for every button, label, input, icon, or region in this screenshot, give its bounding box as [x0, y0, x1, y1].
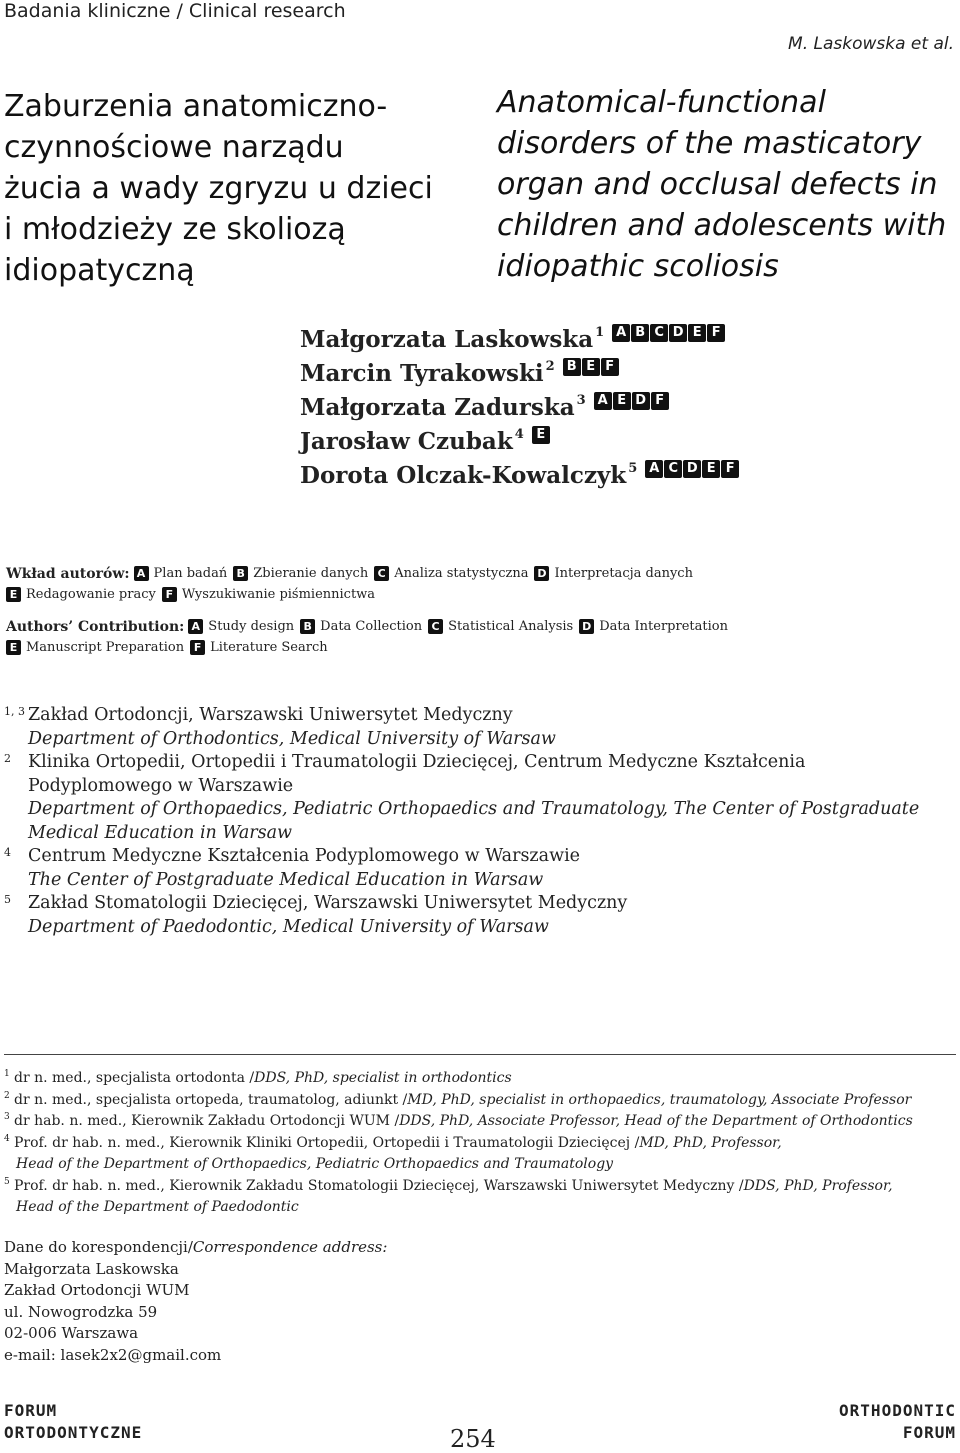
role-badge-d: D: [579, 619, 594, 634]
footnote-text-english: MD, PhD, Professor,: [639, 1134, 782, 1151]
footnote-text-english: DDS, PhD, specialist in orthodontics: [254, 1070, 512, 1086]
role-badges: [612, 324, 725, 342]
affiliation-number: [4, 822, 28, 846]
role-badge-e: E: [613, 392, 631, 410]
role-badge-d: D: [683, 460, 701, 478]
contribution-pl: [6, 563, 699, 605]
affiliation-line: [4, 798, 960, 822]
title-en-line: idiopathic scoliosis: [497, 249, 779, 284]
role-badge-c: C: [428, 619, 443, 634]
footnote-line: [4, 1111, 960, 1133]
author-affiliation-number: 1: [595, 324, 605, 340]
role-badge-e: E: [6, 640, 21, 655]
role-badge-f: F: [190, 640, 205, 655]
contribution-label: Analiza statystyczna: [394, 566, 529, 581]
contribution-line: [6, 637, 734, 658]
footnote-text-english: DDS, PhD, Associate Professor, Head of the Department of Orthodontics: [399, 1113, 913, 1129]
correspondence-email: e-mail: lasek2x2@gmail.com: [4, 1345, 222, 1364]
contribution-label: Statistical Analysis: [448, 619, 574, 634]
author-name: Małgorzata Zadurska: [300, 393, 575, 421]
role-badge-e: E: [532, 426, 550, 444]
author-name: Dorota Olczak-Kowalczyk: [300, 461, 627, 489]
title-pl-line: i młodzieży ze skoliozą: [4, 212, 346, 247]
role-badge-c: C: [650, 324, 668, 342]
contribution-label: Zbieranie danych: [253, 566, 369, 581]
affiliation-number: [4, 728, 28, 752]
role-badge-a: A: [134, 566, 149, 581]
affiliation-text: Centrum Medyczne Kształcenia Podyplomowego w Warszawie: [28, 846, 581, 866]
page-number: 254: [450, 1425, 496, 1453]
contribution-en: [6, 616, 734, 658]
role-badge-d: D: [632, 392, 650, 410]
title-pl-line: idiopatyczną: [4, 253, 195, 288]
correspondence-line: ul. Nowogrodzka 59: [4, 1302, 158, 1321]
role-badges: [532, 426, 550, 444]
role-badge-a: A: [612, 324, 630, 342]
running-author: M. Laskowska et al.: [788, 34, 954, 54]
footnotes: [4, 1068, 960, 1219]
contribution-heading: Authors’ Contribution:: [6, 618, 185, 635]
footnote-text: dr n. med., specjalista ortodonta /: [14, 1070, 255, 1086]
footnote-text-english: Head of the Department of Orthopaedics, Pediatric Orthopaedics and Traumatology: [16, 1156, 614, 1172]
role-badge-b: B: [233, 566, 248, 581]
author-list: [300, 322, 739, 492]
footnote-text-english: DDS, PhD, Professor,: [743, 1177, 893, 1194]
role-badge-c: C: [664, 460, 682, 478]
author-affiliation-number: 2: [545, 358, 555, 374]
role-badge-b: B: [300, 619, 315, 634]
author-row: [300, 458, 739, 492]
journal-name-line: FORUM: [4, 1401, 58, 1420]
affiliation-number: [4, 798, 28, 822]
correspondence: [4, 1237, 387, 1366]
affiliation-text: Zakład Ortodoncji, Warszawski Uniwersytet Medyczny: [28, 705, 513, 725]
title-en-line: Anatomical-functional: [497, 85, 826, 120]
footnote-number: 1: [4, 1069, 10, 1079]
affiliation-number: 2: [4, 752, 11, 765]
role-badge-e: E: [702, 460, 720, 478]
affiliation-line: [4, 751, 960, 775]
contribution-line: [6, 616, 734, 637]
footnote-line: [4, 1068, 960, 1090]
affiliation-text: Klinika Ortopedii, Ortopedii i Traumatologii Dziecięcej, Centrum Medyczne Kształcenia: [28, 752, 806, 772]
author-row: [300, 356, 739, 390]
title-en-line: organ and occlusal defects in: [497, 167, 938, 202]
correspondence-label-en: Correspondence address:: [192, 1238, 388, 1256]
author-name: Marcin Tyrakowski: [300, 359, 544, 387]
affiliation-line: [4, 822, 960, 846]
affiliation-text: Zakład Stomatologii Dziecięcej, Warszawski Uniwersytet Medyczny: [28, 893, 628, 913]
affiliation-text: Department of Orthodontics, Medical University of Warsaw: [28, 728, 556, 749]
affiliation-text: Department of Paedodontic, Medical University of Warsaw: [28, 916, 549, 937]
contribution-label: Data Collection: [320, 619, 423, 634]
affiliation-number: 1, 3: [4, 705, 25, 718]
role-badge-d: D: [534, 566, 549, 581]
title-english: [497, 82, 957, 287]
affiliation-line: [4, 916, 960, 940]
footnote-line: [4, 1154, 960, 1176]
affiliation-text: Department of Orthopaedics, Pediatric Orthopaedics and Traumatology, The Center of Postgraduate: [28, 799, 920, 819]
author-name: Małgorzata Laskowska: [300, 325, 594, 353]
role-badge-f: F: [162, 587, 177, 602]
contribution-line: [6, 563, 699, 584]
title-en-line: children and adolescents with: [497, 208, 947, 243]
author-row: [300, 322, 739, 356]
affiliation-text: The Center of Postgraduate Medical Education in Warsaw: [28, 869, 544, 890]
affiliation-number: 5: [4, 893, 11, 906]
contribution-label: Literature Search: [210, 640, 328, 655]
section-header: Badania kliniczne / Clinical research: [4, 0, 346, 22]
journal-name-line: FORUM: [902, 1423, 956, 1442]
affiliation-line: [4, 892, 960, 916]
footnote-number: 2: [4, 1090, 10, 1101]
role-badge-e: E: [582, 358, 600, 376]
role-badges: [645, 460, 739, 478]
role-badge-a: A: [188, 619, 203, 634]
contribution-label: Redagowanie pracy: [26, 587, 156, 602]
journal-name-line: ORTHODONTIC: [839, 1401, 956, 1420]
affiliation-number: 4: [4, 846, 11, 859]
affiliation-line: [4, 775, 960, 799]
author-row: [300, 424, 739, 458]
author-affiliation-number: 3: [576, 392, 586, 408]
affiliation-text: Medical Education in Warsaw: [28, 822, 293, 843]
role-badges: [594, 392, 669, 410]
contribution-label: Wyszukiwanie piśmiennictwa: [181, 587, 376, 602]
affiliation-line: [4, 845, 960, 869]
footnote-number: 3: [4, 1112, 10, 1122]
journal-name-line: ORTODONTYCZNE: [4, 1423, 143, 1442]
correspondence-label-pl: Dane do korespondencji/: [4, 1238, 193, 1256]
role-badge-f: F: [721, 460, 739, 478]
journal-name-pl: [4, 1400, 142, 1444]
role-badges: [563, 358, 619, 376]
affiliation-number: [4, 775, 28, 799]
role-badge-a: A: [645, 460, 663, 478]
affiliation-line: [4, 869, 960, 893]
role-badge-f: F: [707, 324, 725, 342]
footnote-number: 4: [4, 1133, 10, 1144]
footnote-text: Prof. dr hab. n. med., Kierownik Kliniki Ortopedii, Ortopedii i Traumatologii Dziecięcej /: [14, 1134, 640, 1151]
footnote-divider: [4, 1054, 956, 1055]
role-badge-d: D: [669, 324, 687, 342]
footnote-line: [4, 1197, 960, 1219]
contribution-label: Manuscript Preparation: [26, 640, 185, 655]
footnote-number: 5: [4, 1176, 10, 1187]
role-badge-b: B: [563, 358, 581, 376]
affiliation-line: [4, 728, 960, 752]
journal-name-en: [839, 1400, 956, 1444]
role-badge-c: C: [374, 566, 389, 581]
correspondence-line: 02-006 Warszawa: [4, 1324, 139, 1342]
affiliation-number: [4, 916, 28, 940]
author-affiliation-number: 4: [514, 426, 524, 442]
author-name: Jarosław Czubak: [300, 427, 513, 455]
author-row: [300, 390, 739, 424]
role-badge-f: F: [651, 392, 669, 410]
role-badge-b: B: [631, 324, 649, 342]
contribution-label: Plan badań: [153, 566, 228, 581]
affiliation-text: Podyplomowego w Warszawie: [28, 775, 294, 796]
correspondence-line: Zakład Ortodoncji WUM: [4, 1281, 190, 1299]
footnote-text-english: Head of the Department of Paedodontic: [16, 1199, 299, 1215]
contribution-line: [6, 584, 699, 605]
author-affiliation-number: 5: [628, 460, 638, 476]
footnote-text-english: MD, PhD, specialist in orthopaedics, traumatology, Associate Professor: [407, 1091, 912, 1108]
footnote-text: Prof. dr hab. n. med., Kierownik Zakładu Stomatologii Dziecięcej, Warszawski Uniwersytet Medyczny /: [14, 1177, 744, 1194]
title-pl-line: żucia a wady zgryzu u dzieci: [4, 171, 433, 206]
footnote-line: [4, 1090, 960, 1112]
title-en-line: disorders of the masticatory: [497, 126, 922, 161]
affiliation-line: [4, 704, 960, 728]
contribution-heading: Wkład autorów:: [6, 565, 130, 582]
affiliation-number: [4, 869, 28, 893]
title-polish: [4, 86, 474, 291]
footnote-text: dr hab. n. med., Kierownik Zakładu Ortodoncji WUM /: [14, 1113, 400, 1129]
role-badge-a: A: [594, 392, 612, 410]
correspondence-line: Małgorzata Laskowska: [4, 1259, 179, 1278]
contribution-label: Study design: [208, 619, 295, 634]
title-pl-line: czynnościowe narządu: [4, 130, 344, 165]
role-badge-e: E: [688, 324, 706, 342]
footnote-line: [4, 1176, 960, 1198]
contribution-label: Data Interpretation: [599, 619, 728, 634]
title-pl-line: Zaburzenia anatomiczno-: [4, 89, 388, 124]
contribution-label: Interpretacja danych: [554, 566, 693, 581]
affiliations: [4, 704, 960, 939]
role-badge-e: E: [6, 587, 21, 602]
footnote-text: dr n. med., specjalista ortopeda, traumatolog, adiunkt /: [14, 1091, 408, 1108]
role-badge-f: F: [601, 358, 619, 376]
footnote-line: [4, 1133, 960, 1155]
